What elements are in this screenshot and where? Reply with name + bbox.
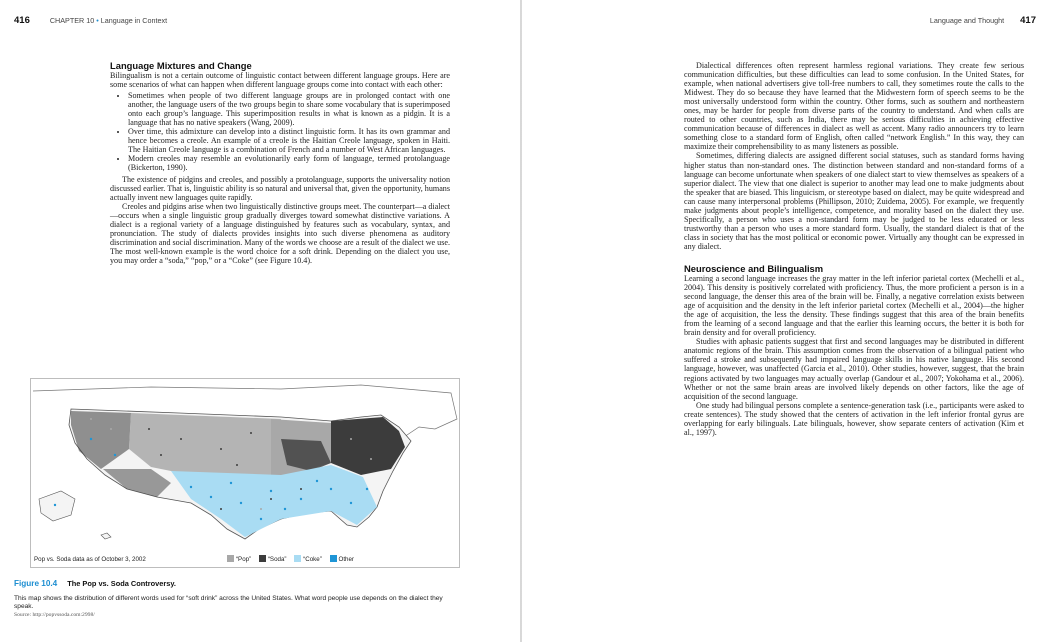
right-page-number: 417 [1020, 15, 1036, 26]
bullet-list [110, 91, 450, 172]
right-column [684, 61, 1024, 437]
right-page [522, 0, 1048, 642]
legend-item-coke [294, 556, 322, 563]
legend-swatch-coke [294, 555, 301, 562]
section-heading-mixtures: Language Mixtures and Change [110, 60, 252, 71]
figure-source: Source: http://popvssoda.com:2998/ [14, 612, 95, 619]
left-running-head: 416 CHAPTER 10 • Language in Context [14, 15, 168, 26]
legend-label-pop: “Pop” [236, 556, 252, 563]
paragraph-dialect-differences: Dialectical differences often represent harmless regional variations. They create few serious communication difficulties, but these difficulties can lead to some confusion. In the United States, for example, when national advertisers give toll-free numbers to call, they sometimes route the calls to the Midwest. They do so because they have learned that the Midwestern form of speech seems to be the most universally understood form within the country. Other forms, such as southern and northeastern ones, may be harder for people from diverse parts of the country to understand. And when calls are routed to other countries, such as India, there may be serious difficulties in achieving effective communication because of differences in dialect as well as accent. Many radio announcers try to learn something close to a standard form of English, often called “network English.” In this way, they can maximize their comprehensibility to as many listeners as possible. [684, 61, 1024, 152]
left-page-number: 416 [14, 15, 30, 26]
left-page [0, 0, 520, 642]
legend-swatch-pop [227, 555, 234, 562]
figure-caption [14, 573, 454, 618]
legend-label-other: Other [338, 556, 354, 563]
figure-label: Figure 10.4 [14, 579, 58, 588]
right-running-title: Language and Thought [929, 16, 1005, 25]
paragraph-dialect: Creoles and pidgins arise when two linguistically distinctive groups meet. The counterpart—a dialect—occurs when a single linguistic group gradually diverges toward somewhat distinctive variations. A dialect is a regional variety of a language distinguished by features such as vocabulary, syntax, and pronunciation. The study of dialects provides insights into such diverse phenomena as auditory discrimination and social discrimination. Many of the words we choose are a result of the dialect we use. The most well-known example is the word choice for a soft drink. Depending on the dialect you use, you may order a “soda,” “pop,” or a “Coke” (see Figure 10.4). [110, 201, 450, 265]
map-legend [227, 555, 354, 563]
paragraph-gray-matter: Learning a second language increases the gray matter in the left inferior parietal cortex (Mechelli et al., 2004). This density is positively correlated with proficiency. Thus, the more proficient a person is in a second language, the denser this area of the brain will be. Finally, a negative correlation exists between age of acquisition and the density in the left inferior parietal cortex (Mechelli et al., 2004)—the higher the age of acquisition, the less the density. These findings suggest that this area of the brain benefits from the learning of a second language and that the earlier this learning occurs, the better it is both for brain density and for overall proficiency. [684, 273, 1024, 338]
bullet-protolanguage: • Modern creoles may resemble an evolutionarily early form of language, termed protolanguage (Bickerton, 1990). [128, 154, 450, 172]
figure-title: The Pop vs. Soda Controversy. [67, 579, 176, 588]
chapter-label: CHAPTER 10 [49, 16, 95, 25]
bullet-creole: • Over time, this admixture can develop into a distinct linguistic form. It has its own grammar and hence becomes a creole. An example of a creole is the Haitian Creole language, spoken in Haiti. The Haitian Creole language is a combination of French and a number of West African languages. [128, 127, 450, 154]
pop-soda-map [31, 379, 459, 549]
legend-item-pop [227, 556, 251, 563]
right-running-head [930, 15, 1036, 26]
paragraph-social-status: Sometimes, differing dialects are assigned different social statuses, such as standard forms having higher status than non-standard ones. The distinction between standard and non-standard forms of a language can become unfortunate when speakers of one dialect start to view themselves as speakers of a superior dialect. The view that one dialect is superior to another may lead one to make judgments about the speaker that are biased. This linguicism, or stereotype based on dialect, may be quite widespread and can cause many interpersonal problems (Phillipson, 2010; Zuidema, 2005). For example, we frequently make judgments about people’s intelligence, competence, and morality based on the dialect they use. Specifically, a person who uses a non-standard form may be judged to be less educated or less trustworthy than a person who uses a more standard form. Usually, the standard dialect is that of the class in society that has the most political or economic power. Virtually any thought can be expressed in any dialect. [684, 151, 1024, 251]
legend-item-soda [259, 556, 287, 563]
map-footer: Pop vs. Soda data as of October 3, 2002 [34, 556, 146, 563]
bullet-pidgin: • Sometimes when people of two different language groups are in prolonged contact with one another, the language users of the two groups begin to share some vocabulary that is superimposed onto each group’s language. This superimposition results in what is known as a pidgin. It is a language that has no native speakers (Wang, 2009). [128, 91, 450, 127]
paragraph-aphasic: Studies with aphasic patients suggest that first and second languages may be distributed in different anatomic regions of the brain. This assumption comes from the observation of a bilingual patient who suffered a stroke and subsequently had impaired language skills in his native language. His second language, however, was unaffected (Garcia et al., 2010). Other studies, however, suggest, that the brain regions activated by two languages may actually overlap (Gandour et al., 2007; Yokohama et al., 2006). Whether or not the same brain areas are involved likely depends on other factors, like the age of acquisition of the second language. [684, 337, 1024, 401]
legend-swatch-other [330, 555, 337, 562]
paragraph-universality: The existence of pidgins and creoles, and possibly a protolanguage, supports the universality notion discussed earlier. That is, linguistic ability is so natural and universal that, given the opportunity, humans actually invent new languages quite rapidly. [110, 174, 450, 202]
left-column [110, 60, 450, 265]
intro-paragraph: Bilingualism is not a certain outcome of linguistic contact between different language groups. Here are some scenarios of what can happen when different language groups come into contact with each other: [110, 71, 450, 90]
legend-swatch-soda [259, 555, 266, 562]
section-heading-neuroscience: Neuroscience and Bilingualism [684, 262, 824, 274]
legend-label-soda: “Soda” [267, 556, 287, 563]
chapter-title: Language in Context [100, 16, 168, 25]
legend-item-other [330, 556, 354, 563]
figure-map-frame [30, 378, 460, 568]
legend-label-coke: “Coke” [303, 556, 322, 563]
paragraph-sentence-generation: One study had bilingual persons complete a sentence-generation task (i.e., participants were asked to create sentences). The study showed that the centers of activation in the left inferior frontal gyrus are overlapping for early bilinguals. Late bilinguals, however, show separate centers of activation (Kim et al., 1997). [684, 400, 1024, 437]
figure-caption-text: This map shows the distribution of different words used for “soft drink” across the United States. What word people use depends on the dialect they speak. [14, 595, 443, 611]
